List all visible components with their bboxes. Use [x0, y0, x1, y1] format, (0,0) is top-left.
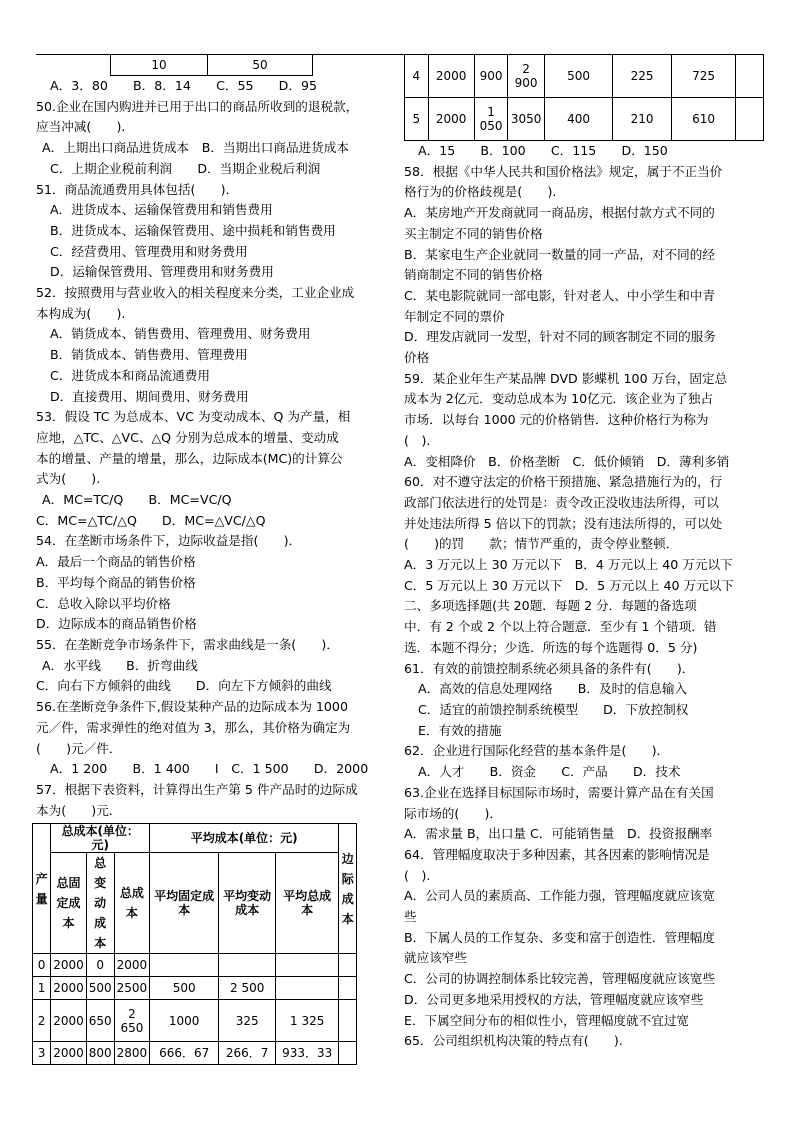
question-56-line: 56.在垄断竞争条件下,假设某种产品的边际成本为 1000 [36, 699, 348, 715]
question-61: 61．有效的前馈控制系统必须具备的条件有( )． [404, 660, 695, 676]
section-2-heading: 选．本题不得分；少选．所选的每个选题得 0．5 分) [404, 639, 698, 655]
q51-option: B．进货成本、运输保管费用、途中损耗和销售费用 [50, 222, 336, 238]
table-cell: 650 [86, 1000, 114, 1042]
table-cell: 2000 [51, 1000, 87, 1042]
q58-option: C．某电影院就同一部电影，针对老人、中小学生和中青 [404, 287, 716, 303]
q54-option: A．最后一个商品的销售价格 [36, 554, 196, 570]
table-cell: 2 500 [219, 977, 276, 1000]
table-cell [736, 55, 764, 98]
q62-options: A．人才 B．资金 C．产品 D．技术 [418, 764, 681, 780]
question-51: 51．商品流通费用具体包括( )． [36, 181, 239, 197]
q64-option: D．公司更多地采用授权的方法，管理幅度就应该窄些 [404, 991, 704, 1007]
question-59-line: 59．某企业年生产某品牌 DVD 影蝶机 100 万台，固定总 [404, 370, 728, 386]
table-cell [276, 954, 339, 977]
table-cell: 400 [544, 98, 613, 141]
question-50-line: 应当冲减( ). [36, 119, 126, 135]
question-59-line: ( ). [404, 432, 431, 448]
q54-option: C．总收入除以平均价格 [36, 595, 171, 611]
table-cell: 2000 [51, 1042, 87, 1065]
table-cell: 725 [671, 55, 736, 98]
q53-option: C．MC=△TC/△Q D．MC=△VC/△Q [36, 512, 266, 528]
table-cell: 2000 [51, 977, 87, 1000]
table-cell: 3050 [508, 98, 544, 141]
q49-options: A．3．80 B．8．14 C．55 D．95 [50, 78, 317, 93]
q63-options: A．需求量 B，出口量 C．可能销售量 D．投资报酬率 [404, 826, 713, 842]
q64-option: B．下属人员的工作复杂、多变和富于创造性．管理幅度 [404, 929, 715, 945]
header-avg-fixed: 平均固定成本 [150, 853, 219, 954]
q58-option: D．理发店就同一发型，针对不同的顾客制定不同的服务 [404, 329, 716, 345]
question-53-line: 式为( ). [36, 471, 101, 487]
q50-option: C．上期企业税前利润 D．当期企业税后利润 [50, 160, 321, 176]
table-cell: 325 [219, 1000, 276, 1042]
question-59-line: 成本为 2亿元．变动总成本为 10亿元．该企业为了独占 [404, 391, 714, 407]
q58-option: 价格 [404, 350, 430, 366]
question-57-line: 本为( )元． [36, 802, 122, 818]
q60-option: A．3 万元以上 30 万元以下 B．4 万元以上 40 万元以下 [404, 557, 733, 573]
q55-option: C．向右下方倾斜的曲线 D．向左下方倾斜的曲线 [36, 678, 332, 694]
question-56-line: ( )元／件． [36, 740, 122, 756]
q61-option: A．高效的信息处理网络 B．及时的信息输入 [418, 681, 688, 697]
question-55: 55．在垄断竞争市场条件下，需求曲线是一条( )． [36, 636, 339, 652]
table-row [33, 1000, 357, 1042]
table-cell: 225 [613, 55, 671, 98]
marginal-cost-table-continued [404, 54, 764, 141]
q59-options: A．变相降价 B．价格垄断 C．低价倾销 D．薄利多销 [404, 453, 730, 469]
q57-options: A．15 B．100 C．115 D．150 [418, 143, 668, 158]
question-63-line: 63.企业在选择目标国际市场时，需要计算产品在有关国 [404, 784, 714, 800]
table-row [405, 55, 764, 98]
marginal-cost-table [32, 823, 357, 1065]
table-cell [736, 98, 764, 141]
question-53-line: 本的增量、产量的增量，那么，边际成本(MC)的计算公 [36, 450, 343, 466]
header-total-fixed: 总固定成本 [51, 853, 87, 954]
q61-option: C．适宜的前馈控制系统模型 D．下放控制权 [418, 701, 689, 717]
q64-option: E．下属空间分布的相似性小，管理幅度就不宜过宽 [404, 1012, 690, 1028]
table-cell [339, 1000, 357, 1042]
table-cell: 800 [86, 1042, 114, 1065]
table-cell: 2000 [51, 954, 87, 977]
header-total: 总成本 [114, 853, 150, 954]
question-60-line: ( )的罚 款；情节严重的，责令停业整顿． [404, 536, 679, 552]
table-cell: 50 [208, 55, 313, 76]
table-cell: 933．33 [276, 1042, 339, 1065]
q53-option: A．MC=TC/Q B．MC=VC/Q [42, 492, 232, 508]
header-average-cost: 平均成本(单位：元) [150, 824, 339, 853]
question-56-line: 元／件，需求弹性的绝对值为 3，那么，其价格为确定为 [36, 719, 351, 735]
table-cell: 0 [33, 954, 51, 977]
q52-option: D．直接费用、期间费用、财务费用 [50, 388, 249, 404]
question-60-line: 政部门依法进行的处罚是：责令改正没收违法所得，可以 [404, 494, 719, 510]
table-row [33, 1042, 357, 1065]
table-cell: 5 [405, 98, 429, 141]
question-50-line: 50.企业在国内购进并已用于出口的商品所收到的退税款， [36, 98, 359, 114]
q61-option: E．有效的措施 [418, 722, 502, 738]
right-column [404, 54, 760, 1052]
question-60-line: 并处违法所得 5 倍以下的罚款；没有违法所得的，可以处 [404, 515, 723, 531]
table-cell: 2000 [114, 954, 150, 977]
table-cell: 210 [613, 98, 671, 141]
table-cell: 266．7 [219, 1042, 276, 1065]
header-total-cost: 总成本(单位：元) [51, 824, 150, 853]
q51-option: D．运输保管费用、管理费用和财务费用 [50, 264, 274, 280]
question-60-line: 60．对不遵守法定的价格干预措施、紧急措施行为的，行 [404, 474, 723, 490]
table-cell: 900 [474, 55, 508, 98]
header-avg-variable: 平均变动成本 [219, 853, 276, 954]
q51-option: C．经营费用、管理费用和财务费用 [50, 243, 248, 259]
table-cell: 1 [33, 977, 51, 1000]
q58-option: A．某房地产开发商就同一商品房，根据付款方式不同的 [404, 205, 715, 221]
table-cell: 1 325 [276, 1000, 339, 1042]
question-65: 65．公司组织机构决策的特点有( ). [404, 1033, 623, 1049]
table-cell: 500 [86, 977, 114, 1000]
q64-option: A．公司人员的素质高、工作能力强，管理幅度就应该宽 [404, 888, 715, 904]
q58-option: 年制定不同的票价 [404, 308, 505, 324]
q51-option: A．进货成本、运输保管费用和销售费用 [50, 202, 273, 218]
table-row [405, 98, 764, 141]
table-cell: 610 [671, 98, 736, 141]
question-58-line: 58．根据《中华人民共和国价格法》规定，属于不正当价 [404, 163, 723, 179]
q64-option: 些 [404, 909, 417, 925]
q52-option: B．销货成本、销售费用、管理费用 [50, 347, 248, 363]
table-row [33, 954, 357, 977]
q54-option: D．边际成本的商品销售价格 [36, 616, 197, 632]
q64-option: C．公司的协调控制体系比较完善，管理幅度就应该宽些 [404, 971, 716, 987]
section-2-heading: 中．有 2 个或 2 个以上符合题意．至少有 1 个错项．错 [404, 619, 717, 635]
table-cell: 2500 [114, 977, 150, 1000]
section-2-heading: 二、多项选择题(共 20题．每题 2 分．每题的备选项 [404, 598, 697, 614]
table-cell [339, 954, 357, 977]
q50-option: A．上期出口商品进货成本 B．当期出口商品进货成本 [42, 140, 349, 156]
q58-option: B．某家电生产企业就同一数量的同一产品，对不同的经 [404, 246, 715, 262]
table-cell: 500 [150, 977, 219, 1000]
table-cell: 500 [544, 55, 613, 98]
table-cell: 2 900 [508, 55, 544, 98]
question-54: 54．在垄断市场条件下，边际收益是指( )． [36, 533, 302, 549]
table-row [33, 977, 357, 1000]
question-59-line: 市场．以每台 1000 元的价格销售．这种价格行为称为 [404, 412, 709, 428]
question-53-line: 53．假设 TC 为总成本、VC 为变动成本、Q 为产量，相 [36, 409, 351, 425]
table-cell: 1 050 [474, 98, 508, 141]
question-64-line: 64．管理幅度取决于多种因素，其各因素的影响情况是 [404, 846, 710, 862]
q54-option: B．平均每个商品的销售价格 [36, 574, 196, 590]
question-63-line: 际市场的( )． [404, 805, 502, 821]
table-cell: 0 [86, 954, 114, 977]
q52-option: A．销货成本、销售费用、管理费用、财务费用 [50, 326, 311, 342]
table-cell [339, 1042, 357, 1065]
table-cell [219, 954, 276, 977]
table-cell: 10 [111, 55, 208, 76]
table-cell: 2000 [428, 98, 474, 141]
q60-option: C．5 万元以上 30 万元以下 D．5 万元以上 40 万元以下 [404, 577, 734, 593]
table-cell: 2000 [428, 55, 474, 98]
table-cell: 3 [33, 1042, 51, 1065]
question-58-line: 格行为的价格歧视是( ). [404, 184, 557, 200]
table-cell: 1000 [150, 1000, 219, 1042]
question-62: 62．企业进行国际化经营的基本条件是( )． [404, 743, 670, 759]
header-marginal-cost: 边际成本 [339, 824, 357, 954]
table-cell: 2 650 [114, 1000, 150, 1042]
question-57-line: 57．根据下表资料，计算得出生产第 5 件产品时的边际成 [36, 781, 358, 797]
q52-option: C．进货成本和商品流通费用 [50, 367, 210, 383]
question-52-line: 52．按照费用与营业收入的相关程度来分类，工业企业成 [36, 285, 355, 301]
table-cell: 4 [405, 55, 429, 98]
table-cell: 2800 [114, 1042, 150, 1065]
header-output: 产量 [33, 824, 51, 954]
q55-option: A．水平线 B．折弯曲线 [42, 657, 198, 673]
header-avg-total: 平均总成本 [276, 853, 339, 954]
q58-option: 销商制定不同的销售价格 [404, 267, 543, 283]
table-cell: 666．67 [150, 1042, 219, 1065]
table-cell [339, 977, 357, 1000]
left-column [36, 54, 392, 1065]
q64-option: 就应该窄些 [404, 950, 467, 966]
question-53-line: 应地，△TC、△VC、△Q 分别为总成本的增量、变动成 [36, 429, 339, 445]
table-cell [150, 954, 219, 977]
header-total-variable: 总变动成本 [86, 853, 114, 954]
question-64-line: ( ). [404, 867, 431, 883]
table-cell: 2 [33, 1000, 51, 1042]
q58-option: 买主制定不同的销售价格 [404, 225, 543, 241]
table-fragment-top [110, 54, 313, 76]
q56-options: A．1 200 B．1 400 I C．1 500 D．2000 [50, 761, 369, 777]
table-cell [276, 977, 339, 1000]
question-52-line: 本构成为( ). [36, 305, 126, 321]
